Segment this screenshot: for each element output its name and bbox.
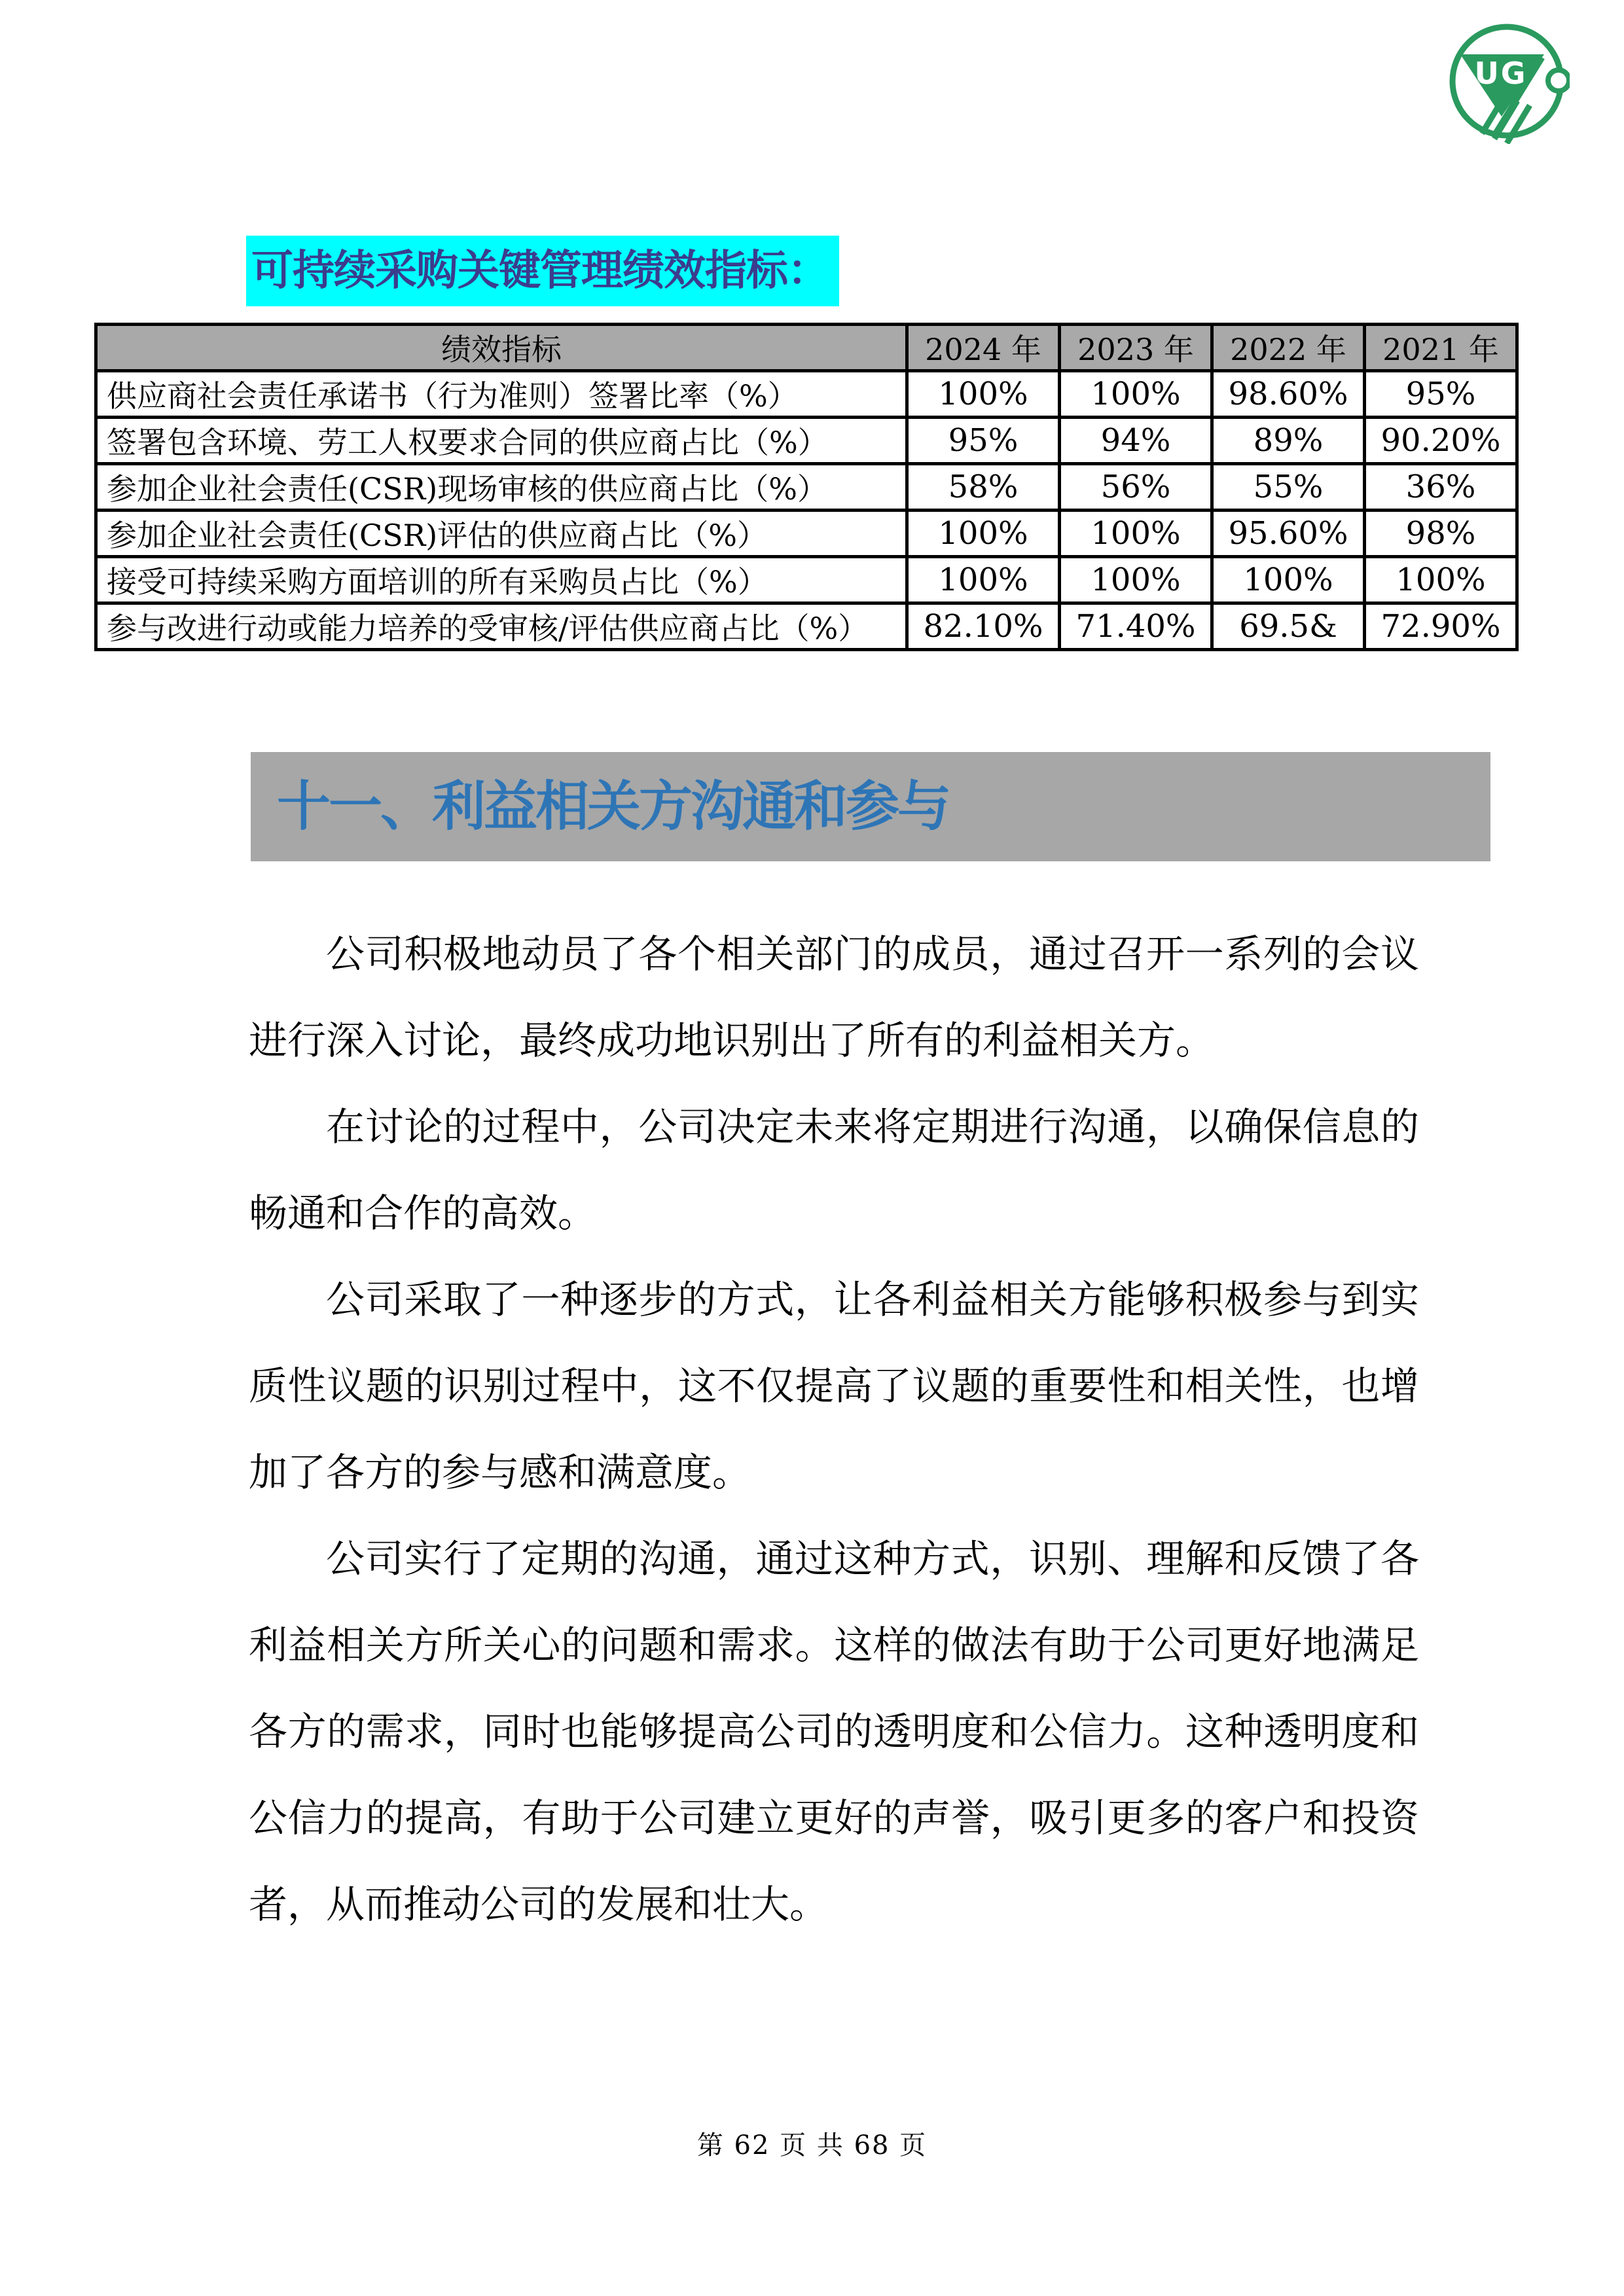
kpi-cell: 36% bbox=[1365, 464, 1517, 511]
chapter-banner bbox=[251, 752, 1490, 861]
paragraph: 公司积极地动员了各个相关部门的成员，通过召开一系列的会议进行深入讨论，最终成功地识别出了所有的利益相关方。 bbox=[249, 931, 1419, 1063]
row-label: 供应商社会责任承诺书（行为准则）签署比率（%） bbox=[96, 371, 907, 418]
row-label: 参与改进行动或能力培养的受审核/评估供应商占比（%） bbox=[96, 603, 907, 650]
kpi-cell: 71.40% bbox=[1060, 603, 1212, 650]
kpi-cell: 100% bbox=[1060, 511, 1212, 557]
ug-logo-graphic bbox=[1444, 18, 1570, 144]
ug-logo-icon bbox=[1444, 18, 1570, 144]
kpi-cell: 100% bbox=[1212, 557, 1365, 603]
table-row bbox=[96, 418, 1517, 464]
row-label: 接受可持续采购方面培训的所有采购员占比（%） bbox=[96, 557, 907, 603]
table-row bbox=[96, 371, 1517, 418]
row-label: 参加企业社会责任(CSR)现场审核的供应商占比（%） bbox=[96, 464, 907, 511]
column-header-2022: 2022 年 bbox=[1212, 325, 1365, 371]
column-header-2021: 2021 年 bbox=[1365, 325, 1517, 371]
page-number-text: 第 62 页 共 68 页 bbox=[696, 2130, 928, 2161]
kpi-cell: 90.20% bbox=[1365, 418, 1517, 464]
paragraph: 公司采取了一种逐步的方式，让各利益相关方能够积极参与到实质性议题的识别过程中，这不仅提高了议题的重要性和相关性，也增加了各方的参与感和满意度。 bbox=[249, 1277, 1419, 1495]
kpi-cell: 69.5& bbox=[1212, 603, 1365, 650]
kpi-cell: 98.60% bbox=[1212, 371, 1365, 418]
kpi-table bbox=[94, 323, 1519, 651]
kpi-cell: 95% bbox=[1365, 371, 1517, 418]
table-row bbox=[96, 603, 1517, 650]
column-header-2024: 2024 年 bbox=[907, 325, 1060, 371]
kpi-cell: 100% bbox=[1060, 557, 1212, 603]
kpi-cell: 100% bbox=[907, 557, 1060, 603]
kpi-cell: 95% bbox=[907, 418, 1060, 464]
kpi-cell: 56% bbox=[1060, 464, 1212, 511]
highlighted-section-title: 可持续采购关键管理绩效指标： bbox=[246, 236, 839, 306]
kpi-cell: 100% bbox=[1365, 557, 1517, 603]
kpi-cell: 100% bbox=[907, 371, 1060, 418]
table-row bbox=[96, 464, 1517, 511]
kpi-cell: 58% bbox=[907, 464, 1060, 511]
kpi-cell: 100% bbox=[1060, 371, 1212, 418]
kpi-cell: 98% bbox=[1365, 511, 1517, 557]
row-label: 参加企业社会责任(CSR)评估的供应商占比（%） bbox=[96, 511, 907, 557]
svg-text:UG: UG bbox=[1474, 56, 1528, 91]
kpi-cell: 82.10% bbox=[907, 603, 1060, 650]
paragraph: 公司实行了定期的沟通，通过这种方式，识别、理解和反馈了各利益相关方所关心的问题和需求。这样的做法有助于公司更好地满足各方的需求，同时也能够提高公司的透明度和公信力。这种透明度和公信力的提高，有助于公司建立更好的声誉，吸引更多的客户和投资者，从而推动公司的发展和壮大。 bbox=[249, 1536, 1419, 1927]
row-label: 签署包含环境、劳工人权要求合同的供应商占比（%） bbox=[96, 418, 907, 464]
body-text bbox=[249, 911, 1419, 1948]
column-header-indicator: 绩效指标 bbox=[96, 325, 907, 371]
chapter-title: 十一、利益相关方沟通和参与 bbox=[277, 775, 950, 838]
kpi-cell: 94% bbox=[1060, 418, 1212, 464]
kpi-cell: 55% bbox=[1212, 464, 1365, 511]
page-footer bbox=[0, 2125, 1624, 2162]
paragraph: 在讨论的过程中，公司决定未来将定期进行沟通，以确保信息的畅通和合作的高效。 bbox=[249, 1104, 1419, 1236]
column-header-2023: 2023 年 bbox=[1060, 325, 1212, 371]
kpi-cell: 95.60% bbox=[1212, 511, 1365, 557]
table-header-row bbox=[96, 325, 1517, 371]
kpi-cell: 72.90% bbox=[1365, 603, 1517, 650]
table-row bbox=[96, 511, 1517, 557]
kpi-cell: 100% bbox=[907, 511, 1060, 557]
kpi-cell: 89% bbox=[1212, 418, 1365, 464]
table-row bbox=[96, 557, 1517, 603]
